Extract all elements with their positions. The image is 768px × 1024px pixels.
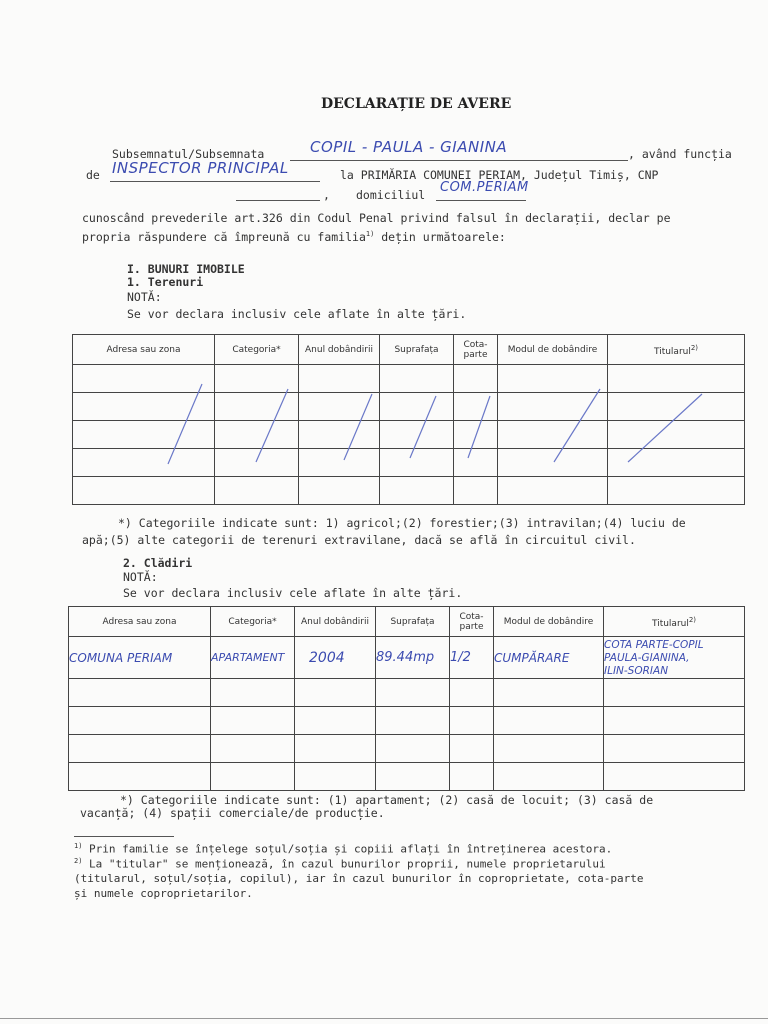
- header-adresa: Adresa sau zona: [69, 607, 211, 637]
- header-modul: Modul de dobândire: [494, 607, 604, 637]
- nota-1: NOTĂ:: [127, 290, 162, 304]
- de-text: de: [86, 168, 100, 182]
- footnote-2-l1: $^{2)}$ La "titular" se menționează, în cazul bunurilor proprii, numele proprietarului: [74, 857, 606, 871]
- table-row: [69, 679, 745, 707]
- cell-cota: 1/2: [450, 637, 494, 679]
- nota-2: NOTĂ:: [123, 570, 158, 584]
- domiciliul-label: domiciliul: [356, 188, 426, 202]
- domicile-value: COM.PERIAM: [440, 180, 529, 195]
- header-cota: Cota-parte: [454, 335, 498, 365]
- table-row: [69, 637, 745, 679]
- domicile-underline: [436, 200, 526, 201]
- header-modul: Modul de dobândire: [498, 335, 608, 365]
- header-adresa: Adresa sau zona: [73, 335, 215, 365]
- terenuri-footnote-l1: *) Categoriile indicate sunt: 1) agricol;(2) forestier;(3) intravilan;(4) luciu de: [118, 516, 686, 530]
- header-anul: Anul dobândirii: [295, 607, 376, 637]
- cladiri-footnote-l2: vacanță; (4) spații comerciale/de producție.: [80, 806, 385, 820]
- subsemnatul-label: Subsemnatul/Subsemnata: [112, 147, 265, 161]
- function-underline: [110, 181, 320, 182]
- terenuri-heading: 1. Terenuri: [127, 275, 204, 289]
- footnote-separator: [74, 836, 174, 837]
- footnote-2-l3: și numele coproprietarilor.: [74, 887, 253, 900]
- comma-text: ,: [323, 188, 330, 202]
- note-text-2: Se vor declara inclusiv cele aflate în alte țări.: [123, 586, 463, 600]
- intro-line-3: cunoscând prevederile art.326 din Codul Penal privind falsul în declarații, declar pe: [82, 211, 671, 225]
- header-categoria: Categoria*: [215, 335, 299, 365]
- function-value: INSPECTOR PRINCIPAL: [112, 159, 289, 177]
- document-title: DECLARAȚIE DE AVERE: [321, 96, 512, 112]
- cell-anul: 2004: [295, 637, 376, 679]
- section-1-heading: I. BUNURI IMOBILE: [127, 262, 245, 276]
- header-anul: Anul dobândirii: [299, 335, 380, 365]
- cladiri-table: [68, 606, 745, 791]
- header-categoria: Categoria*: [211, 607, 295, 637]
- cancellation-strokes: [72, 334, 744, 509]
- table-row: [69, 763, 745, 791]
- table-row: [69, 707, 745, 735]
- header-titular: Titularul$^{2)}$: [604, 607, 745, 637]
- declarant-name: COPIL - PAULA - GIANINA: [310, 138, 508, 156]
- footnote-1: $^{1)}$ Prin familie se înțelege soțul/soția și copiii aflați în întreținerea acestora.: [74, 842, 613, 856]
- note-text-1: Se vor declara inclusiv cele aflate în alte țări.: [127, 307, 467, 321]
- header-titular: Titularul$^{2)}$: [608, 335, 745, 365]
- cladiri-footnote-l1: *) Categoriile indicate sunt: (1) apartament; (2) casă de locuit; (3) casă de: [120, 793, 654, 807]
- cell-adresa: COMUNA PERIAM: [69, 637, 211, 679]
- table-row: [69, 735, 745, 763]
- cell-modul: CUMPĂRARE: [494, 637, 604, 679]
- primaria-text: la PRIMĂRIA COMUNEI PERIAM, Județul Timiș, CNP: [340, 168, 659, 182]
- header-suprafata: Suprafața: [380, 335, 454, 365]
- intro-line-4: propria răspundere că împreună cu familia$^{1)}$ dețin următoarele:: [82, 230, 506, 244]
- cladiri-heading: 2. Clădiri: [123, 556, 193, 570]
- cell-titular: COTA PARTE-COPIL PAULA-GIANINA, ILIN-SORIAN: [604, 637, 745, 679]
- footnote-2-l2: (titularul, soțul/soția, copilul), iar în cazul bunurilor în coproprietate, cota-parte: [74, 872, 644, 885]
- header-cota: Cota-parte: [450, 607, 494, 637]
- name-underline: [290, 160, 628, 161]
- header-suprafata: Suprafața: [376, 607, 450, 637]
- avand-functia-text: , având funcția: [628, 147, 732, 161]
- scan-edge: [0, 1018, 768, 1019]
- terenuri-footnote-l2: apă;(5) alte categorii de terenuri extravilane, dacă se află în circuitul civil.: [82, 533, 636, 547]
- cell-categoria: APARTAMENT: [211, 637, 295, 679]
- cnp-underline: [236, 200, 320, 201]
- cell-suprafata: 89.44mp: [376, 637, 450, 679]
